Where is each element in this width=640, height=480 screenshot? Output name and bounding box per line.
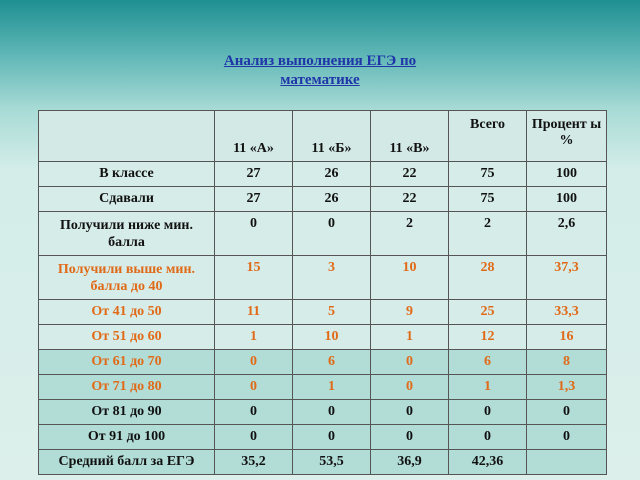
table-cell: 27 (215, 162, 293, 187)
table-cell: 53,5 (293, 450, 371, 475)
table-cell: 27 (215, 187, 293, 212)
row-label: Получили ниже мин. балла (39, 212, 215, 256)
table-cell: 0 (293, 400, 371, 425)
row-label: От 41 до 50 (39, 300, 215, 325)
row-label: Сдавали (39, 187, 215, 212)
table-cell: 0 (215, 350, 293, 375)
table-cell: 16 (527, 325, 607, 350)
table-row (39, 425, 607, 450)
table-cell: 75 (449, 162, 527, 187)
table-row (39, 212, 607, 256)
table-row (39, 162, 607, 187)
table-cell: 2 (449, 212, 527, 256)
table-cell: 0 (215, 425, 293, 450)
table-row (39, 256, 607, 300)
table-cell: 12 (449, 325, 527, 350)
table-cell: 36,9 (371, 450, 449, 475)
table-cell: 75 (449, 187, 527, 212)
row-label: От 81 до 90 (39, 400, 215, 425)
table-cell: 15 (215, 256, 293, 300)
table-cell: 0 (371, 375, 449, 400)
table-cell: 1 (371, 325, 449, 350)
header-cell-total: Всего (449, 111, 527, 162)
table-cell: 22 (371, 187, 449, 212)
table-cell: 100 (527, 187, 607, 212)
table-cell: 25 (449, 300, 527, 325)
table-cell: 100 (527, 162, 607, 187)
table-cell: 0 (449, 400, 527, 425)
table-cell: 0 (527, 425, 607, 450)
table-cell: 0 (449, 425, 527, 450)
table-cell: 1 (293, 375, 371, 400)
table-cell: 1 (449, 375, 527, 400)
header-cell-percent: Процент ы % (527, 111, 607, 162)
table-cell-empty (527, 450, 607, 475)
table-cell: 0 (215, 375, 293, 400)
table-cell: 0 (293, 425, 371, 450)
table-cell: 26 (293, 187, 371, 212)
row-label: Средний балл за ЕГЭ (39, 450, 215, 475)
table-cell: 0 (371, 400, 449, 425)
table-cell: 33,3 (527, 300, 607, 325)
header-cell-class-v: 11 «В» (371, 111, 449, 162)
table-cell: 0 (293, 212, 371, 256)
table-row (39, 400, 607, 425)
table-cell: 0 (215, 212, 293, 256)
row-label: От 91 до 100 (39, 425, 215, 450)
row-label: От 51 до 60 (39, 325, 215, 350)
header-cell-empty (39, 111, 215, 162)
table-cell: 2 (371, 212, 449, 256)
table-cell: 3 (293, 256, 371, 300)
page-title-line1: Анализ выполнения ЕГЭ по (223, 53, 417, 69)
table-cell: 22 (371, 162, 449, 187)
table-row (39, 325, 607, 350)
table-cell: 10 (371, 256, 449, 300)
table-row (39, 350, 607, 375)
row-label: В классе (39, 162, 215, 187)
table-header-row (39, 111, 607, 162)
table-cell: 10 (293, 325, 371, 350)
table-cell: 42,36 (449, 450, 527, 475)
table-row (39, 300, 607, 325)
table-cell: 2,6 (527, 212, 607, 256)
table-cell: 6 (449, 350, 527, 375)
table-cell: 0 (527, 400, 607, 425)
table-cell: 0 (371, 350, 449, 375)
table-cell: 11 (215, 300, 293, 325)
header-cell-class-a: 11 «А» (215, 111, 293, 162)
page-title (0, 52, 640, 90)
table-cell: 0 (371, 425, 449, 450)
table-row (39, 187, 607, 212)
table-cell: 28 (449, 256, 527, 300)
table-cell: 1,3 (527, 375, 607, 400)
table-cell: 0 (215, 400, 293, 425)
table-cell: 1 (215, 325, 293, 350)
row-label: От 61 до 70 (39, 350, 215, 375)
table-row (39, 450, 607, 475)
table-cell: 6 (293, 350, 371, 375)
header-cell-class-b: 11 «Б» (293, 111, 371, 162)
table-cell: 26 (293, 162, 371, 187)
table-cell: 8 (527, 350, 607, 375)
table-cell: 9 (371, 300, 449, 325)
row-label: От 71 до 80 (39, 375, 215, 400)
table-cell: 5 (293, 300, 371, 325)
table-cell: 37,3 (527, 256, 607, 300)
page-title-line2: математике (280, 72, 360, 88)
results-table (38, 110, 607, 475)
table-row (39, 375, 607, 400)
row-label: Получили выше мин. балла до 40 (39, 256, 215, 300)
table-cell: 35,2 (215, 450, 293, 475)
